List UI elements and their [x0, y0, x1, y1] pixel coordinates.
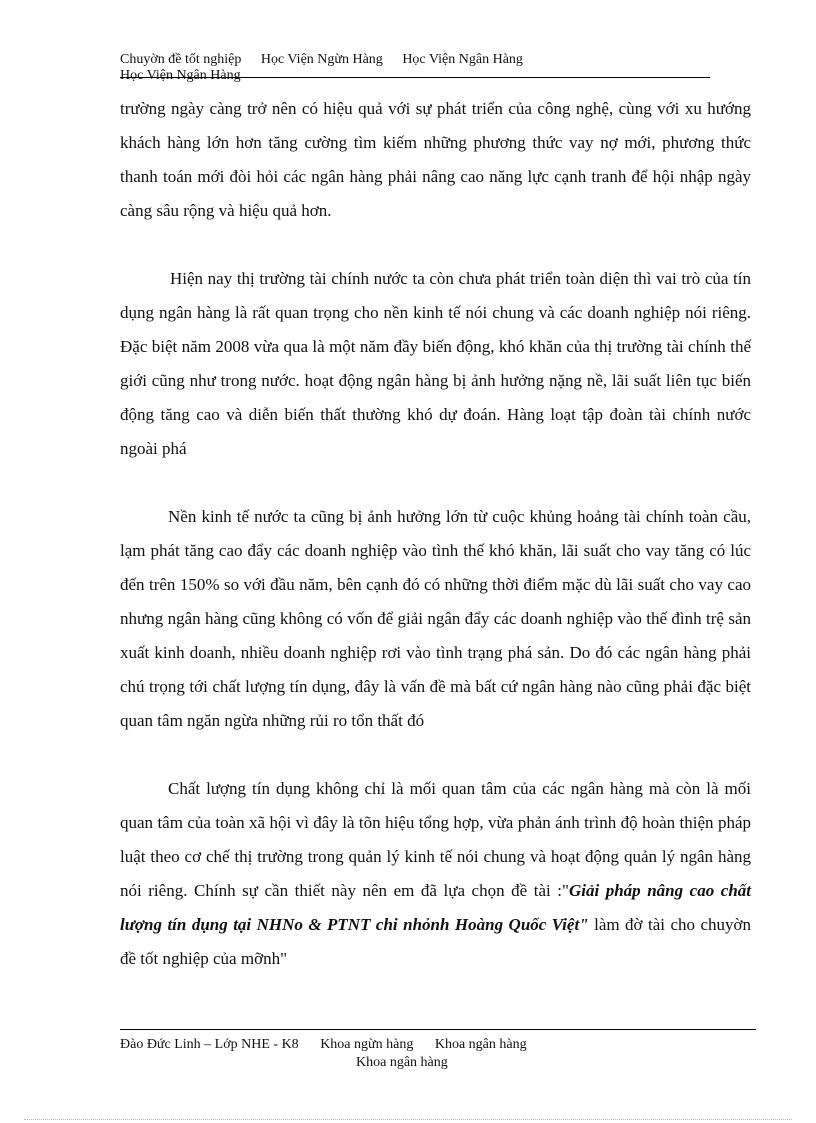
page-header — [120, 52, 720, 84]
footer-faculty-1: Khoa ngừn hàng — [320, 1037, 414, 1052]
footer-faculty-3: Khoa ngân hàng — [356, 1055, 448, 1070]
header-divider — [120, 77, 710, 78]
header-doc-type: Chuyờn đề tốt nghiệp — [120, 52, 242, 67]
header-institution-1: Học Viện Ngừn Hàng — [260, 52, 383, 67]
paragraph-4 — [120, 772, 751, 976]
header-institution-2: Học Viện Ngân Hàng — [402, 52, 523, 67]
page-footer — [120, 1036, 756, 1072]
page-edge — [24, 1119, 792, 1120]
paragraph-3: Nền kinh tế nước ta cũng bị ảnh hưởng lớn từ cuộc khủng hoảng tài chính toàn cầu, lạm phát tăng cao đẩy các doanh nghiệp vào tình thế khó khăn, lãi suất cho vay tăng có lúc đến trên 150% so với đầu năm, bên cạnh đó có những thời điểm mặc dù lãi suất cho vay cao nhưng ngân hàng cũng không có vốn để giải ngân đẩy các doanh nghiệp vào thế đình trệ sản xuất kinh doanh, nhiều doanh nghiệp rơi vào tình trạng phá sản. Do đó các ngân hàng phải chú trọng tới chất lượng tín dụng, đây là vấn đề mà bất cứ ngân hàng nào cũng phải đặc biệt quan tâm ngăn ngừa những rủi ro tổn thất đó — [120, 507, 751, 730]
thesis-title: Giải pháp nâng cao chất lượng tín dụng tại NHNo & PTNT chi nhỏnh Hoàng Quốc Việt" — [120, 881, 751, 934]
footer-faculty-2: Khoa ngân hàng — [434, 1037, 527, 1052]
paragraph-4-text: Chất lượng tín dụng không chỉ là mối quan tâm của các ngân hàng mà còn là mối quan tâm của toàn xã hội vì đây là tõn hiệu tổng hợp, vừa phản ánh trình độ hoàn thiện pháp luật theo cơ chế thị trường trong quản lý kinh tế nói chung và hoạt động quản lý ngân hàng nói riêng. Chính sự cần thiết này nên em đã lựa chọn đề tài :" — [120, 779, 751, 900]
footer-author: Đào Đức Linh – Lớp NHE - K8 — [120, 1037, 299, 1052]
paragraph-1: trường ngày càng trở nên có hiệu quả với sự phát triển của công nghệ, cùng với xu hướng khách hàng lớn hơn tăng cường tìm kiếm những phương thức vay nợ mới, phương thức thanh toán mới đòi hỏi các ngân hàng phải nâng cao năng lực cạnh tranh để hội nhập ngày càng sâu rộng và hiệu quả hơn. — [120, 99, 751, 220]
header-institution-3: Học Viện Ngân Hàng — [120, 68, 241, 83]
document-body — [120, 92, 751, 976]
paragraph-2: Hiện nay thị trường tài chính nước ta còn chưa phát triển toàn diện thì vai trò của tín dụng ngân hàng là rất quan trọng cho nền kinh tế nói chung và các doanh nghiệp nói riêng. Đặc biệt năm 2008 vừa qua là một năm đầy biến động, khó khăn của thị trường tài chính thế giới cũng như trong nước. hoạt động ngân hàng bị ảnh hưởng nặng nề, lãi suất liên tục biến động tăng cao và diễn biến thất thường khó dự đoán. Hàng loạt tập đoàn tài chính nước ngoài phá — [120, 269, 751, 458]
footer-divider — [120, 1029, 756, 1030]
paragraph-4-end: làm đờ tài cho chuyờn đề tốt nghiệp của mỡnh" — [120, 915, 752, 968]
